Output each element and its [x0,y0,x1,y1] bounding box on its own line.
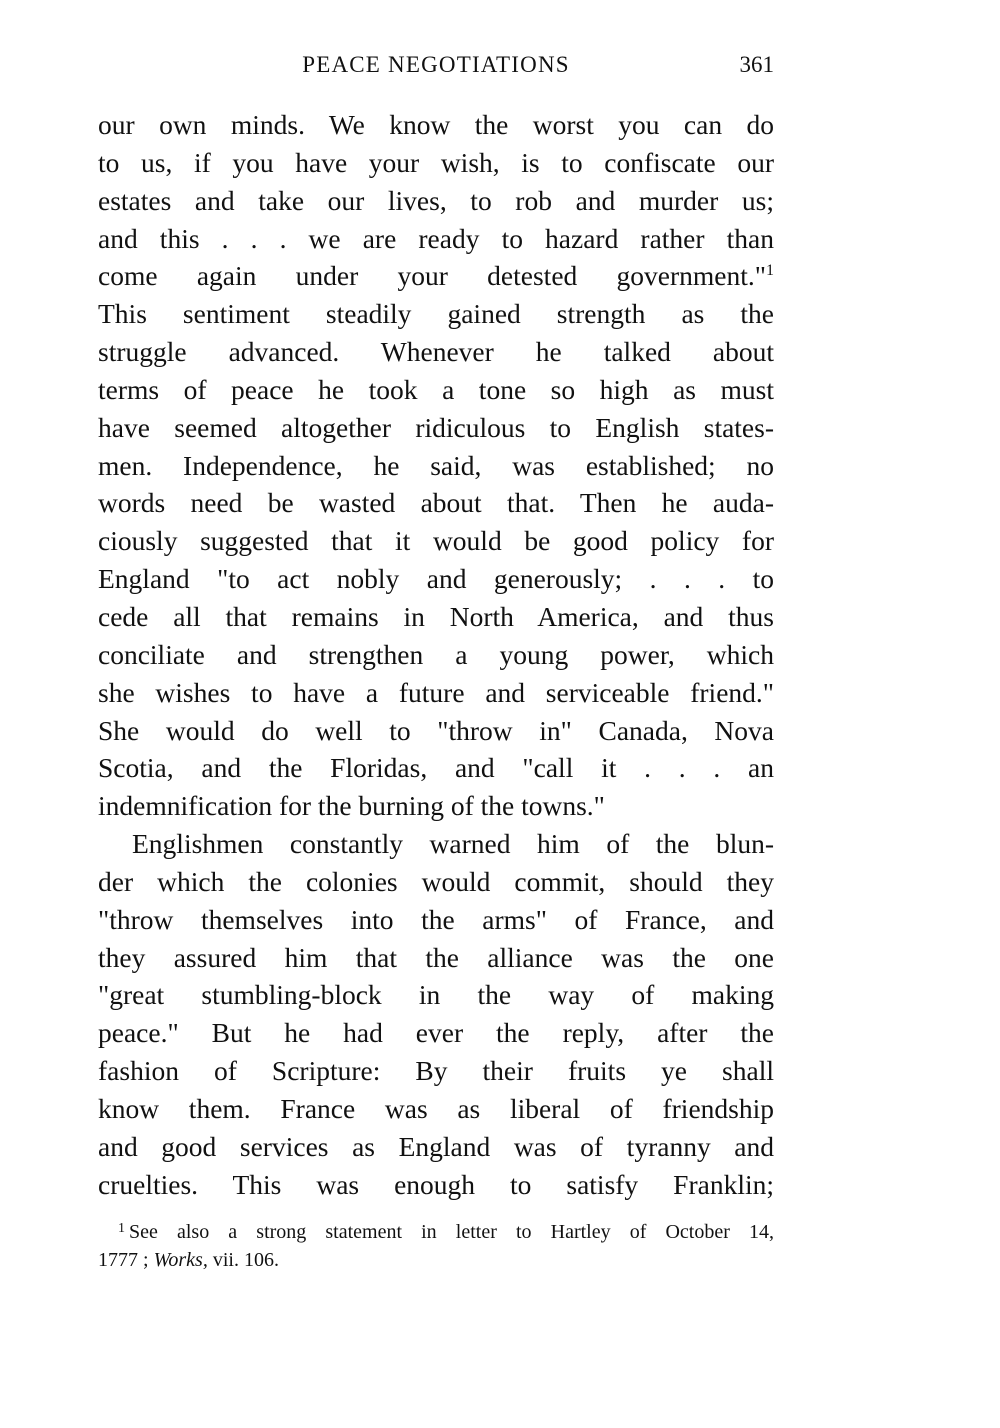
footnote-marker: 1 [118,1221,125,1236]
text-line-content: come again under your detested government." [98,260,766,292]
text-line: peace." But he had ever the reply, after the [98,1017,774,1049]
footnote-line [98,1218,774,1246]
text-line: cruelties. This was enough to satisfy Franklin; [98,1168,774,1200]
text-line: conciliate and strengthen a young power, which [98,638,774,670]
paragraph-end-line: indemnification for the burning of the towns." [98,790,605,822]
text-line: have seemed altogether ridiculous to English states- [98,411,774,443]
running-title: PEACE NEGOTIATIONS [302,52,570,77]
text-line: She would do well to "throw in" Canada, Nova [98,714,774,746]
text-line: our own minds. We know the worst you can do [98,109,774,140]
text-line: Scotia, and the Floridas, and "call it . . . an [98,752,774,784]
text-line: she wishes to have a future and serviceable friend." [98,676,774,708]
text-line: know them. France was as liberal of friendship [98,1092,774,1124]
text-line-with-footnote [98,257,774,295]
footnote-year: 1777 ; [98,1249,154,1271]
text-line: ciously suggested that it would be good policy for [98,525,774,557]
footnote-reference: 1 [766,262,774,280]
footnote [98,1218,774,1274]
text-line: der which the colonies would commit, should they [98,865,774,897]
text-line: men. Independence, he said, was established; no [98,449,774,481]
footnote-line [98,1246,774,1274]
text-line: and good services as England was of tyranny and [98,1130,774,1162]
text-line: "throw themselves into the arms" of France, and [98,903,774,935]
text-line: and this . . . we are ready to hazard rather than [98,222,774,254]
text-line: terms of peace he took a tone so high as must [98,373,774,405]
body-text [98,106,774,1203]
text-line: England "to act nobly and generously; . . . to [98,563,774,595]
text-line: "great stumbling-block in the way of making [98,979,774,1011]
footnote-work-title: Works, [153,1249,208,1271]
page-number: 361 [739,52,774,77]
text-line: to us, if you have your wish, is to confiscate our [98,146,774,178]
text-line: struggle advanced. Whenever he talked about [98,336,774,368]
paragraph-start-line: Englishmen constantly warned him of the blun- [132,828,774,860]
footnote-text: See also a strong statement in letter to Hartley of October 14, [129,1221,774,1243]
running-head [98,52,774,88]
text-line: cede all that remains in North America, and thus [98,600,774,632]
text-line: estates and take our lives, to rob and murder us; [98,184,774,216]
footnote-citation: vii. 106. [207,1249,279,1271]
text-line: they assured him that the alliance was the one [98,941,774,973]
text-line: This sentiment steadily gained strength as the [98,298,774,330]
text-line: words need be wasted about that. Then he auda- [98,487,774,519]
text-line: fashion of Scripture: By their fruits ye shall [98,1055,774,1087]
